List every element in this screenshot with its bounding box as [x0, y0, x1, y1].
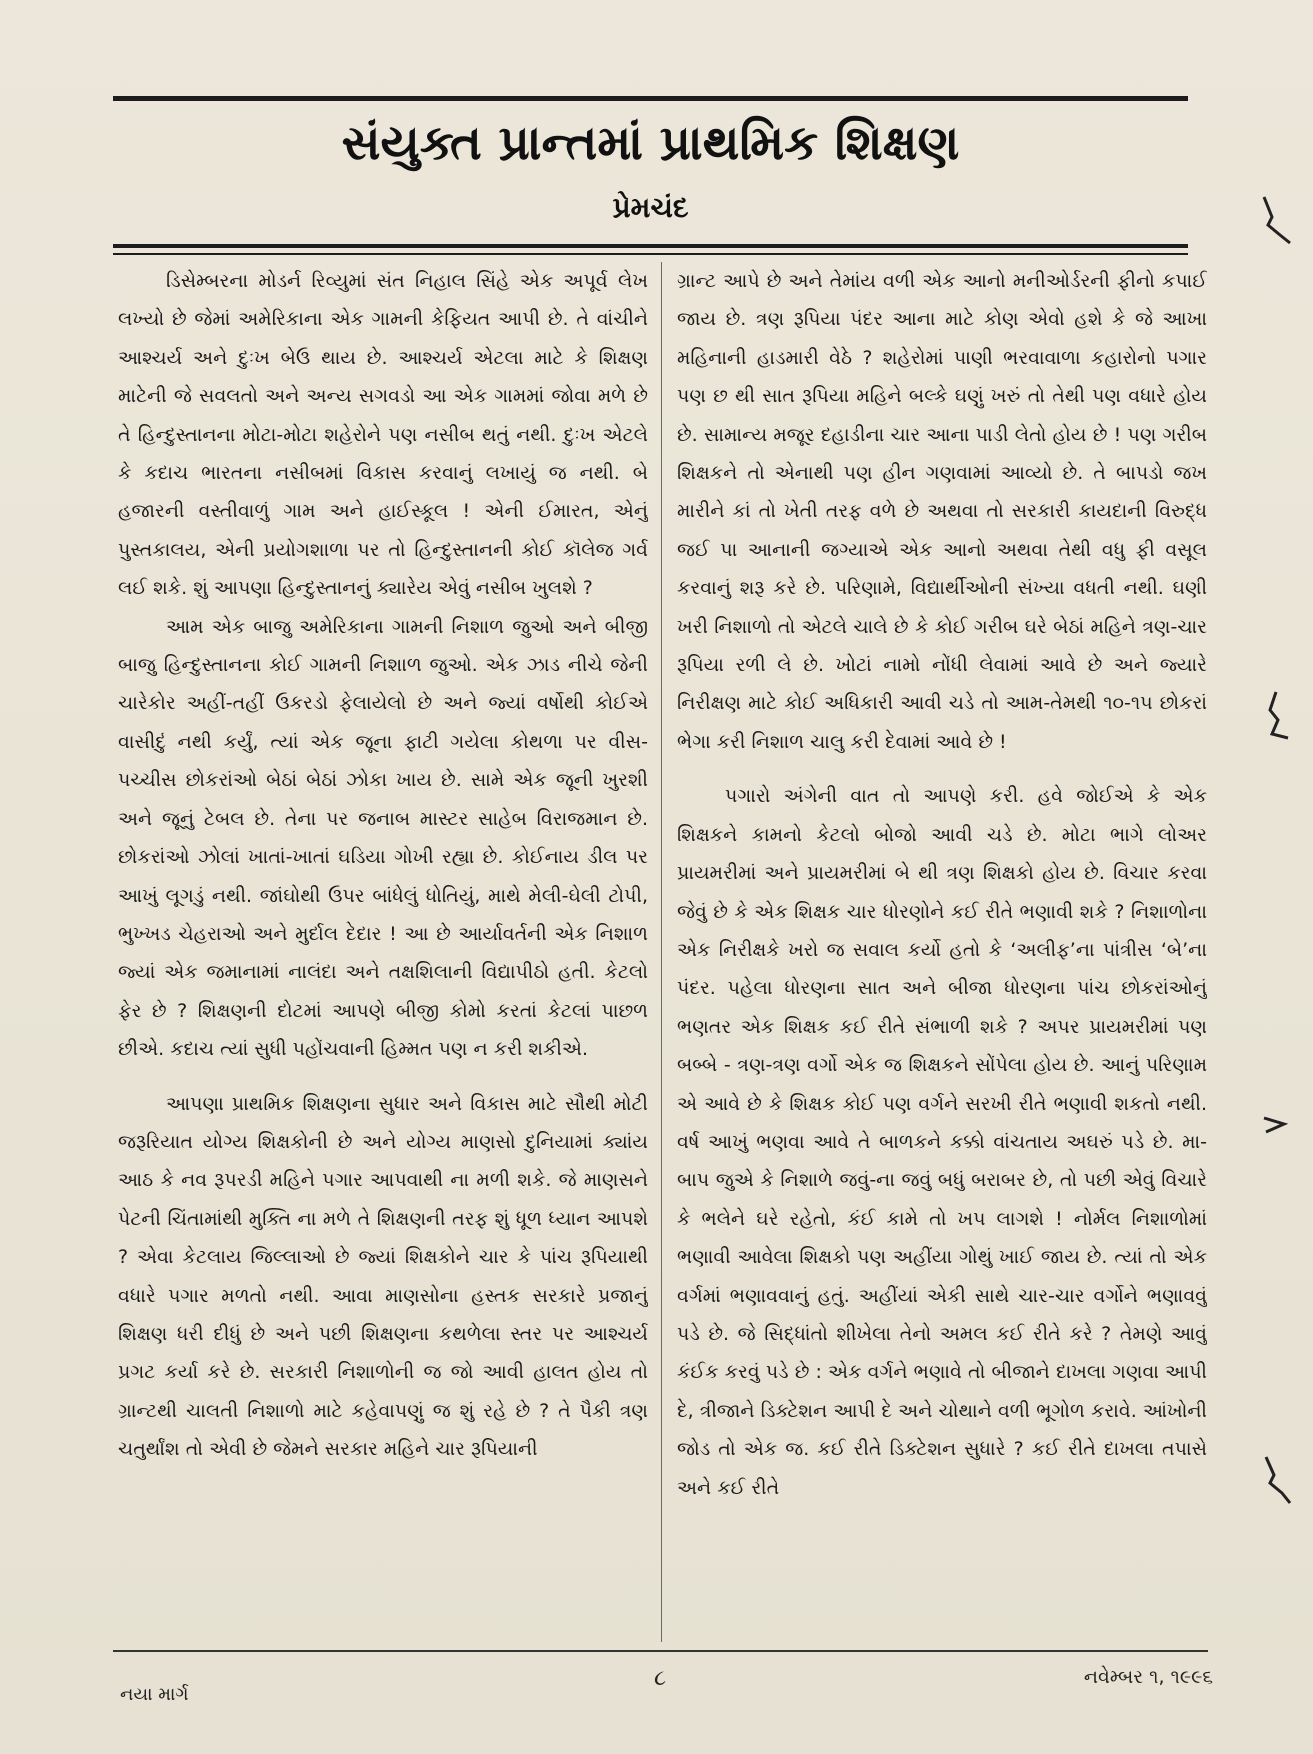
paragraph: આપણા પ્રાથમિક શિક્ષણના સુધાર અને વિકાસ માટે સૌથી મોટી જરૂરિયાત યોગ્ય શિક્ષકોની છે અને યોગ્ય માણસો દુનિયામાં ક્યાંય આઠ કે નવ રૂપરડી મહિને પગાર આપવાથી ના મળી શકે. જે માણસને પેટની ચિંતામાંથી મુક્તિ ના મળે તે શિક્ષણની તરફ શું ધૂળ ધ્યાન આપશે ? એવા કેટલાય જિલ્લાઓ છે જ્યાં શિક્ષકોને ચાર કે પાંચ રૂપિયાથી વધારે પગાર મળતો નથી. આવા માણસોના હસ્તક સરકારે પ્રજાનું શિક્ષણ ધરી દીધું છે અને પછી શિક્ષણના કથળેલા સ્તર પર આશ્ચર્ય પ્રગટ કર્યા કરે છે. સરકારી નિશાળોની જ જો આવી હાલત હોય તો ગ્રાન્ટથી ચાલતી નિશાળો માટે કહેવાપણું જ શું રહે છે ? તે પૈકી ત્રણ ચતુર્થાંશ તો એવી છે જેમને સરકાર મહિને ચાર રૂપિયાની	[118, 1092, 648, 1461]
paragraph: ગ્રાન્ટ આપે છે અને તેમાંય વળી એક આનો મનીઓર્ડરની ફીનો કપાઈ જાય છે. ત્રણ રૂપિયા પંદર આના માટે કોણ એવો હશે કે જે આખા મહિનાની હાડમારી વેઠે ? શહેરોમાં પાણી ભરવાવાળા કહારોનો પગાર પણ છ થી સાત રૂપિયા મહિને બલ્કે ઘણું ખરું તો તેથી પણ વધારે હોય છે. સામાન્ય મજૂર દહાડીના ચાર આના પાડી લેતો હોય છે ! પણ ગરીબ શિક્ષકને તો એનાથી પણ હીન ગણવામાં આવ્યો છે. તે બાપડો જખ મારીને કાં તો ખેતી તરફ વળે છે અથવા તો સરકારી કાયદાની વિરુદ્ધ જઈ પા આનાની જગ્યાએ એક આનો અથવા તેથી વધુ ફી વસૂલ કરવાનું શરૂ કરે છે. પરિણામે, વિદ્યાર્થીઓની સંખ્યા વધતી નથી. ઘણી ખરી નિશાળો તો એટલે ચાલે છે કે કોઈ ગરીબ ઘરે બેઠાં મહિને ત્રણ-ચાર રૂપિયા રળી લે છે. ખોટાં નામો નોંધી લેવામાં આવે છે અને જ્યારે નિરીક્ષણ માટે કોઈ અધિકારી આવી ચડે તો આમ-તેમથી ૧૦-૧૫ છોકરાં ભેગા કરી નિશાળ ચાલુ કરી દેવામાં આવે છે !	[677, 270, 1207, 753]
paper-tear-icon	[1262, 690, 1292, 740]
paper-tear-icon	[1262, 1455, 1292, 1505]
header-rule-thick	[113, 244, 1188, 248]
issue-date: નવેમ્બર ૧, ૧૯૯૬	[1083, 1666, 1213, 1688]
article-title: સંયુક્ત પ્રાન્તમાં પ્રાથમિક શિક્ષણ	[341, 115, 960, 171]
footer-rule	[113, 1650, 1208, 1652]
top-rule	[113, 96, 1188, 101]
column-divider	[661, 262, 662, 1642]
article-author: પ્રેમચંદ	[612, 191, 689, 224]
paragraph: આમ એક બાજુ અમેરિકાના ગામની નિશાળ જુઓ અને બીજી બાજુ હિન્દુસ્તાનના કોઈ ગામની નિશાળ જુઓ. એક ઝાડ નીચે જેની ચારેકોર અહીં-તહીં ઉકરડો ફેલાયેલો છે અને જ્યાં વર્ષોથી કોઈએ વાસીદું નથી કર્યું, ત્યાં એક જૂના ફાટી ગયેલા કોથળા પર વીસ-પચ્ચીસ છોકરાંઓ બેઠાં બેઠાં ઝોકા ખાય છે. સામે એક જૂની ખુરશી અને જૂનું ટેબલ છે. તેના પર જનાબ માસ્ટર સાહેબ વિરાજમાન છે. છોકરાંઓ ઝોલાં ખાતાં-ખાતાં ઘડિયા ગોખી રહ્યા છે. કોઈનાય ડીલ પર આખું લૂગડું નથી. જાંઘોથી ઉપર બાંધેલું ધોતિયું, માથે મેલી-ઘેલી ટોપી, ભુખ્ખડ ચેહરાઓ અને મુર્દાલ દેદાર ! આ છે આર્યાવર્તની એક નિશાળ જ્યાં એક જમાનામાં નાલંદા અને તક્ષશિલાની વિદ્યાપીઠો હતી. કેટલો ફેર છે ? શિક્ષણની દોટમાં આપણે બીજી કોમો કરતાં કેટલાં પાછળ છીએ. કદાચ ત્યાં સુધી પહોંચવાની હિમ્મત પણ ન કરી શકીએ.	[118, 615, 648, 1061]
left-column	[118, 262, 648, 1632]
publication-name: નયા માર્ગ	[120, 1684, 189, 1705]
paper-tear-icon	[1262, 1100, 1292, 1150]
paragraph: પગારો અંગેની વાત તો આપણે કરી. હવે જોઈએ કે એક શિક્ષકને કામનો કેટલો બોજો આવી ચડે છે. મોટા ભાગે લોઅર પ્રાયમરીમાં અને પ્રાયમરીમાં બે થી ત્રણ શિક્ષકો હોય છે. વિચાર કરવા જેવું છે કે એક શિક્ષક ચાર ધોરણોને કઈ રીતે ભણાવી શકે ? નિશાળોના એક નિરીક્ષકે ખરો જ સવાલ કર્યો હતો કે ‘અલીફ’ના પાંત્રીસ ‘બે’ના પંદર. પહેલા ધોરણના સાત અને બીજા ધોરણના પાંચ છોકરાંઓનું ભણતર એક શિક્ષક કઈ રીતે સંભાળી શકે ? અપર પ્રાયમરીમાં પણ બબ્બે - ત્રણ-ત્રણ વર્ગો એક જ શિક્ષકને સોંપેલા હોય છે. આનું પરિણામ એ આવે છે કે શિક્ષક કોઈ પણ વર્ગને સરખી રીતે ભણાવી શકતો નથી. વર્ષ આખું ભણવા આવે તે બાળકને કક્કો વાંચતાય અઘરું પડે છે. મા-બાપ જુએ કે નિશાળે જવું-ના જવું બધું બરાબર છે, તો પછી એવું વિચારે કે ભલેને ઘરે રહેતો, કંઈ કામે તો ખપ લાગશે ! નોર્મલ નિશાળોમાં ભણાવી આવેલા શિક્ષકો પણ અહીંયા ગોથું ખાઈ જાય છે. ત્યાં તો એક વર્ગમાં ભણાવવાનું હતું. અહીંયાં એકી સાથે ચાર-ચાર વર્ગોને ભણાવવું પડે છે. જે સિદ્ધાંતો શીખેલા તેનો અમલ કઈ રીતે કરે ? તેમણે આવું કંઈક કરવું પડે છે : એક વર્ગને ભણાવે તો બીજાને દાખલા ગણવા આપી દે, ત્રીજાને ડિક્ટેશન આપી દે અને ચોથાને વળી ભૂગોળ કરાવે. આંખોની જોડ તો એક જ. કઈ રીતે ડિક્ટેશન સુધારે ? કઈ રીતે દાખલા તપાસે અને કઈ રીતે	[677, 785, 1207, 1499]
header-rule-thin	[113, 253, 1188, 255]
paragraph: ડિસેમ્બરના મોડર્ન રિવ્યુમાં સંત નિહાલ સિંહે એક અપૂર્વ લેખ લખ્યો છે જેમાં અમેરિકાના એક ગામની કેફિયત આપી છે. તે વાંચીને આશ્ચર્ય અને દુઃખ બેઉ થાય છે. આશ્ચર્ય એટલા માટે કે શિક્ષણ માટેની જે સવલતો અને અન્ય સગવડો આ એક ગામમાં જોવા મળે છે તે હિન્દુસ્તાનના મોટા-મોટા શહેરોને પણ નસીબ થતું નથી. દુઃખ એટલે કે કદાચ ભારતના નસીબમાં વિકાસ કરવાનું લખાયું જ નથી. બે હજારની વસ્તીવાળું ગામ અને હાઈસ્કૂલ ! એની ઈમારત, એનું પુસ્તકાલય, એની પ્રયોગશાળા પર તો હિન્દુસ્તાનની કોઈ કૉલેજ ગર્વ લઈ શકે. શું આપણા હિન્દુસ્તાનનું ક્યારેય એવું નસીબ ખુલશે ?	[118, 270, 648, 600]
right-column	[677, 262, 1207, 1632]
paper-tear-icon	[1262, 195, 1292, 245]
page-number: ૮	[653, 1666, 667, 1691]
